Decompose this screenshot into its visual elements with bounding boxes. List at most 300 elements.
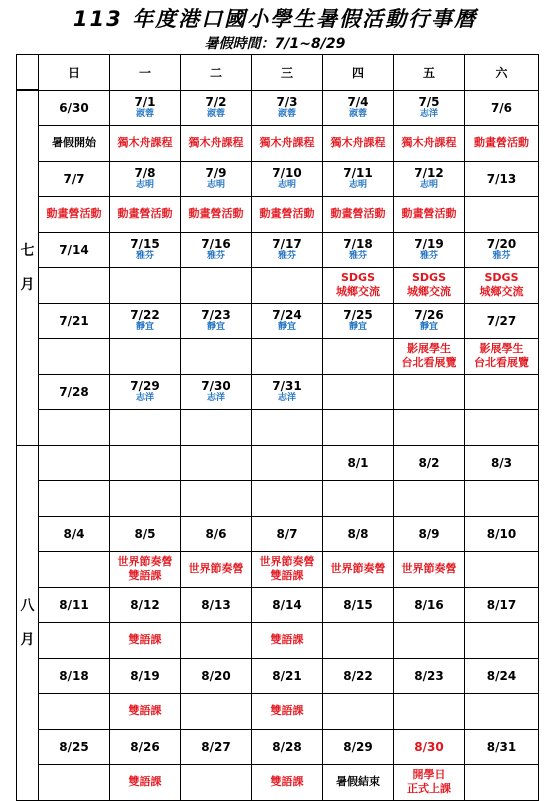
corner-cell [17, 55, 39, 91]
event-label: 動畫營活動 [401, 207, 457, 220]
event-label: SDGS [340, 271, 375, 284]
event-label: 世界節奏營 [188, 562, 244, 575]
date-number: 7/12 [414, 166, 444, 180]
event-label: 城鄉交流 [407, 285, 451, 298]
teacher-note: 靜宜 [348, 322, 367, 332]
event-cell [323, 693, 394, 729]
date-number: 8/17 [486, 597, 517, 612]
date-cell [110, 445, 181, 480]
date-number: 7/24 [272, 308, 302, 322]
event-label: 雙語課 [270, 633, 304, 646]
event-cell [39, 409, 110, 445]
week-event-row [17, 338, 539, 374]
date-cell [252, 729, 323, 764]
date-cell [465, 587, 539, 622]
event-cell [394, 409, 465, 445]
month-char: 七 [20, 242, 35, 259]
date-cell [252, 374, 323, 409]
teacher-note: 志明 [277, 180, 296, 190]
date-number: 8/25 [59, 739, 89, 754]
date-number: 7/7 [63, 171, 85, 186]
date-number: 7/10 [272, 166, 302, 180]
teacher-note: 靜宜 [277, 322, 296, 332]
event-cell [465, 764, 539, 800]
date-cell [465, 90, 539, 125]
date-number: 7/29 [130, 379, 160, 393]
date-cell [252, 161, 323, 196]
event-cell [323, 409, 394, 445]
week-event-row [17, 693, 539, 729]
event-cell [323, 551, 394, 587]
teacher-note: 雅芬 [135, 251, 154, 261]
week-date-row [17, 90, 539, 125]
date-cell [39, 161, 110, 196]
month-label-july [17, 90, 39, 445]
date-cell [181, 729, 252, 764]
event-cell [394, 622, 465, 658]
event-label: 影展學生 [407, 342, 451, 355]
date-cell [181, 587, 252, 622]
event-cell [181, 551, 252, 587]
date-cell [181, 516, 252, 551]
event-cell [110, 551, 181, 587]
event-cell [181, 267, 252, 303]
date-cell [110, 587, 181, 622]
event-cell [110, 338, 181, 374]
event-label: 城鄉交流 [479, 285, 524, 298]
event-cell [39, 622, 110, 658]
date-cell [394, 587, 465, 622]
date-cell [110, 232, 181, 267]
date-cell [39, 658, 110, 693]
event-label: 暑假開始 [52, 136, 96, 149]
date-number: 8/18 [59, 668, 89, 683]
teacher-note: 志洋 [206, 393, 225, 403]
event-label: SDGS [484, 271, 519, 284]
date-cell [394, 374, 465, 409]
event-label: 影展學生 [479, 342, 524, 355]
date-number: 8/26 [130, 739, 160, 754]
date-cell [465, 374, 539, 409]
teacher-note: 靜宜 [419, 322, 438, 332]
event-cell [39, 551, 110, 587]
date-cell [394, 161, 465, 196]
date-number: 6/30 [59, 100, 89, 115]
event-cell [465, 622, 539, 658]
week-date-row [17, 303, 539, 338]
date-number: 7/27 [486, 313, 517, 328]
date-cell [181, 374, 252, 409]
date-number: 8/9 [418, 526, 440, 541]
date-number: 7/31 [272, 379, 302, 393]
teacher-note: 雅芬 [419, 251, 438, 261]
date-number: 8/1 [347, 455, 369, 470]
teacher-note: 志明 [348, 180, 367, 190]
event-cell [394, 196, 465, 232]
event-cell [39, 125, 110, 161]
event-cell [394, 125, 465, 161]
event-cell [181, 409, 252, 445]
date-number: 7/26 [414, 308, 444, 322]
date-number: 7/28 [59, 384, 89, 399]
event-cell [181, 764, 252, 800]
event-label: 雙語課 [270, 704, 304, 717]
date-cell [39, 232, 110, 267]
event-cell [394, 338, 465, 374]
date-cell [110, 90, 181, 125]
event-cell [39, 764, 110, 800]
week-event-row [17, 764, 539, 800]
weekday-thu: 四 [323, 55, 394, 91]
date-cell [323, 303, 394, 338]
teacher-note: 雅芬 [492, 251, 511, 261]
weekday-fri: 五 [394, 55, 465, 91]
date-cell [323, 232, 394, 267]
date-number: 7/5 [418, 95, 440, 109]
event-cell [39, 480, 110, 516]
date-cell [252, 90, 323, 125]
date-number: 8/10 [486, 526, 517, 541]
date-number: 7/1 [134, 95, 156, 109]
week-event-row [17, 551, 539, 587]
week-event-row [17, 267, 539, 303]
week-event-row [17, 196, 539, 232]
date-number: 7/30 [201, 379, 231, 393]
event-cell [252, 764, 323, 800]
date-number: 7/11 [343, 166, 373, 180]
date-number: 7/18 [343, 237, 373, 251]
event-cell [323, 622, 394, 658]
date-number: 7/15 [130, 237, 160, 251]
event-cell [252, 693, 323, 729]
weekday-wed: 三 [252, 55, 323, 91]
event-label: 城鄉交流 [336, 285, 380, 298]
page-title: 113 年度港口國小學生暑假活動行事曆 [72, 7, 478, 31]
event-cell [181, 622, 252, 658]
date-cell [394, 516, 465, 551]
event-cell [110, 622, 181, 658]
date-number: 7/25 [343, 308, 373, 322]
event-label: 雙語課 [128, 569, 162, 582]
event-cell [323, 480, 394, 516]
event-cell [110, 409, 181, 445]
week-event-row [17, 125, 539, 161]
event-cell [110, 125, 181, 161]
date-number: 8/28 [272, 739, 302, 754]
date-cell [181, 303, 252, 338]
event-cell [181, 196, 252, 232]
date-cell [110, 374, 181, 409]
date-cell [252, 587, 323, 622]
date-cell [110, 516, 181, 551]
date-number: 8/4 [63, 526, 85, 541]
week-date-row [17, 516, 539, 551]
event-cell [323, 125, 394, 161]
teacher-note: 淑蓉 [277, 109, 296, 119]
event-label: 獨木舟課程 [330, 136, 386, 149]
event-cell [39, 196, 110, 232]
date-number: 7/9 [205, 166, 227, 180]
event-cell [323, 196, 394, 232]
date-cell [465, 303, 539, 338]
date-cell [39, 374, 110, 409]
date-cell [39, 516, 110, 551]
week-event-row [17, 409, 539, 445]
date-number: 8/31 [486, 739, 517, 754]
event-label: 雙語課 [128, 633, 162, 646]
date-number: 8/7 [276, 526, 298, 541]
event-label: 世界節奏營 [259, 555, 315, 568]
event-cell [181, 693, 252, 729]
date-number: 8/20 [201, 668, 231, 683]
date-number: 7/23 [201, 308, 231, 322]
date-number: 8/11 [59, 597, 89, 612]
date-number: 7/22 [130, 308, 160, 322]
date-cell [110, 303, 181, 338]
date-number: 8/8 [347, 526, 369, 541]
event-label: 暑假結束 [336, 775, 380, 788]
date-cell [394, 729, 465, 764]
date-cell [465, 516, 539, 551]
date-cell [110, 161, 181, 196]
week-date-row [17, 729, 539, 764]
event-cell [252, 196, 323, 232]
event-label: SDGS [411, 271, 446, 284]
date-number: 8/21 [272, 668, 302, 683]
date-number: 8/27 [201, 739, 231, 754]
date-cell [394, 232, 465, 267]
date-number: 8/5 [134, 526, 156, 541]
date-cell [394, 303, 465, 338]
date-number: 8/24 [486, 668, 517, 683]
event-cell [465, 551, 539, 587]
date-cell [465, 161, 539, 196]
teacher-note: 靜宜 [135, 322, 154, 332]
date-cell [39, 90, 110, 125]
teacher-note: 志洋 [277, 393, 296, 403]
date-cell [110, 658, 181, 693]
date-cell [39, 303, 110, 338]
weekday-sat: 六 [465, 55, 539, 91]
event-cell [110, 196, 181, 232]
week-event-row [17, 622, 539, 658]
event-label: 雙語課 [128, 775, 162, 788]
event-cell [110, 693, 181, 729]
date-number: 8/6 [205, 526, 227, 541]
date-cell [323, 161, 394, 196]
event-cell [323, 267, 394, 303]
week-date-row [17, 374, 539, 409]
date-cell [394, 445, 465, 480]
weekday-mon: 一 [110, 55, 181, 91]
week-date-row [17, 587, 539, 622]
date-number: 8/15 [343, 597, 373, 612]
event-cell [394, 764, 465, 800]
date-number: 8/23 [414, 668, 444, 683]
date-number: 8/16 [414, 597, 444, 612]
event-cell [465, 196, 539, 232]
event-label: 雙語課 [270, 569, 304, 582]
date-number: 7/14 [59, 242, 89, 257]
event-cell [465, 267, 539, 303]
date-cell [181, 232, 252, 267]
date-number: 7/19 [414, 237, 444, 251]
month-char: 月 [20, 276, 35, 293]
date-cell [181, 161, 252, 196]
event-cell [323, 764, 394, 800]
teacher-note: 雅芬 [277, 251, 296, 261]
date-number: 8/3 [490, 455, 513, 470]
event-cell [465, 693, 539, 729]
date-cell [181, 445, 252, 480]
event-label: 雙語課 [270, 775, 304, 788]
event-cell [181, 338, 252, 374]
calendar-table [16, 54, 539, 801]
event-cell [110, 267, 181, 303]
month-char: 八 [20, 597, 35, 614]
week-date-row [17, 161, 539, 196]
date-number: 7/17 [272, 237, 302, 251]
month-char: 月 [20, 631, 35, 648]
event-cell [181, 480, 252, 516]
teacher-note: 淑蓉 [348, 109, 367, 119]
weekday-header-row [17, 55, 539, 91]
date-cell [323, 658, 394, 693]
event-cell [252, 409, 323, 445]
date-cell [394, 658, 465, 693]
date-number: 7/3 [276, 95, 298, 109]
event-label: 世界節奏營 [117, 555, 173, 568]
event-cell [394, 551, 465, 587]
teacher-note: 志明 [206, 180, 225, 190]
date-cell [323, 90, 394, 125]
event-cell [39, 693, 110, 729]
date-number: 7/20 [486, 237, 517, 251]
date-cell [39, 729, 110, 764]
week-date-row [17, 445, 539, 480]
date-number: 8/2 [418, 455, 440, 470]
event-label: 世界節奏營 [401, 562, 457, 575]
date-number: 7/16 [201, 237, 231, 251]
date-number: 7/21 [59, 313, 89, 328]
event-label: 動畫營活動 [474, 136, 529, 149]
date-cell [323, 587, 394, 622]
teacher-note: 淑蓉 [206, 109, 225, 119]
date-cell [181, 658, 252, 693]
event-cell [252, 125, 323, 161]
event-cell [394, 693, 465, 729]
date-number: 8/19 [130, 668, 160, 683]
weekday-tue: 二 [181, 55, 252, 91]
event-cell [465, 480, 539, 516]
teacher-note: 淑蓉 [135, 109, 154, 119]
date-number: 8/29 [343, 739, 373, 754]
weekday-sun: 日 [39, 55, 110, 91]
teacher-note: 志明 [135, 180, 154, 190]
event-label: 動畫營活動 [188, 207, 244, 220]
date-cell [39, 445, 110, 480]
date-number: 7/8 [134, 166, 156, 180]
date-cell [252, 445, 323, 480]
event-cell [465, 338, 539, 374]
event-cell [252, 267, 323, 303]
event-label: 動畫營活動 [46, 207, 102, 220]
date-cell [39, 587, 110, 622]
event-label: 動畫營活動 [330, 207, 386, 220]
event-cell [39, 338, 110, 374]
event-cell [252, 551, 323, 587]
date-number: 8/13 [201, 597, 231, 612]
date-cell [394, 90, 465, 125]
date-cell [323, 374, 394, 409]
date-cell [252, 232, 323, 267]
event-cell [181, 125, 252, 161]
event-label: 雙語課 [128, 704, 162, 717]
teacher-note: 靜宜 [206, 322, 225, 332]
event-cell [39, 267, 110, 303]
date-number: 7/6 [490, 100, 513, 115]
week-date-row [17, 658, 539, 693]
event-label: 動畫營活動 [117, 207, 173, 220]
teacher-note: 雅芬 [206, 251, 225, 261]
event-cell [252, 338, 323, 374]
date-number: 8/12 [130, 597, 160, 612]
date-cell [252, 516, 323, 551]
week-date-row [17, 232, 539, 267]
event-cell [110, 480, 181, 516]
event-cell [252, 622, 323, 658]
event-label: 獨木舟課程 [401, 136, 457, 149]
date-cell [323, 729, 394, 764]
event-cell [394, 267, 465, 303]
event-cell [394, 480, 465, 516]
event-label: 世界節奏營 [330, 562, 386, 575]
date-cell [465, 729, 539, 764]
event-label: 獨木舟課程 [117, 136, 173, 149]
date-cell [465, 445, 539, 480]
event-cell [323, 338, 394, 374]
event-cell [465, 125, 539, 161]
event-label: 獨木舟課程 [259, 136, 315, 149]
teacher-note: 雅芬 [348, 251, 367, 261]
event-label: 獨木舟課程 [188, 136, 244, 149]
date-cell [465, 658, 539, 693]
date-number: 8/30 [414, 739, 444, 754]
event-label: 正式上課 [407, 782, 451, 795]
page-subtitle: 暑假時間：7/1~8/29 [204, 36, 346, 52]
date-number: 7/4 [347, 95, 369, 109]
month-label-august [17, 445, 39, 800]
date-cell [323, 445, 394, 480]
teacher-note: 志洋 [135, 393, 154, 403]
event-label: 開學日 [412, 768, 446, 781]
date-number: 7/13 [486, 171, 517, 186]
date-cell [181, 90, 252, 125]
date-cell [252, 658, 323, 693]
event-cell [252, 480, 323, 516]
event-label: 台北看展覽 [474, 356, 529, 369]
teacher-note: 志明 [419, 180, 438, 190]
date-cell [465, 232, 539, 267]
date-number: 7/2 [205, 95, 227, 109]
date-cell [110, 729, 181, 764]
teacher-note: 志洋 [419, 109, 438, 119]
event-cell [110, 764, 181, 800]
date-number: 8/14 [272, 597, 302, 612]
event-label: 台北看展覽 [401, 356, 457, 369]
event-cell [465, 409, 539, 445]
week-event-row [17, 480, 539, 516]
